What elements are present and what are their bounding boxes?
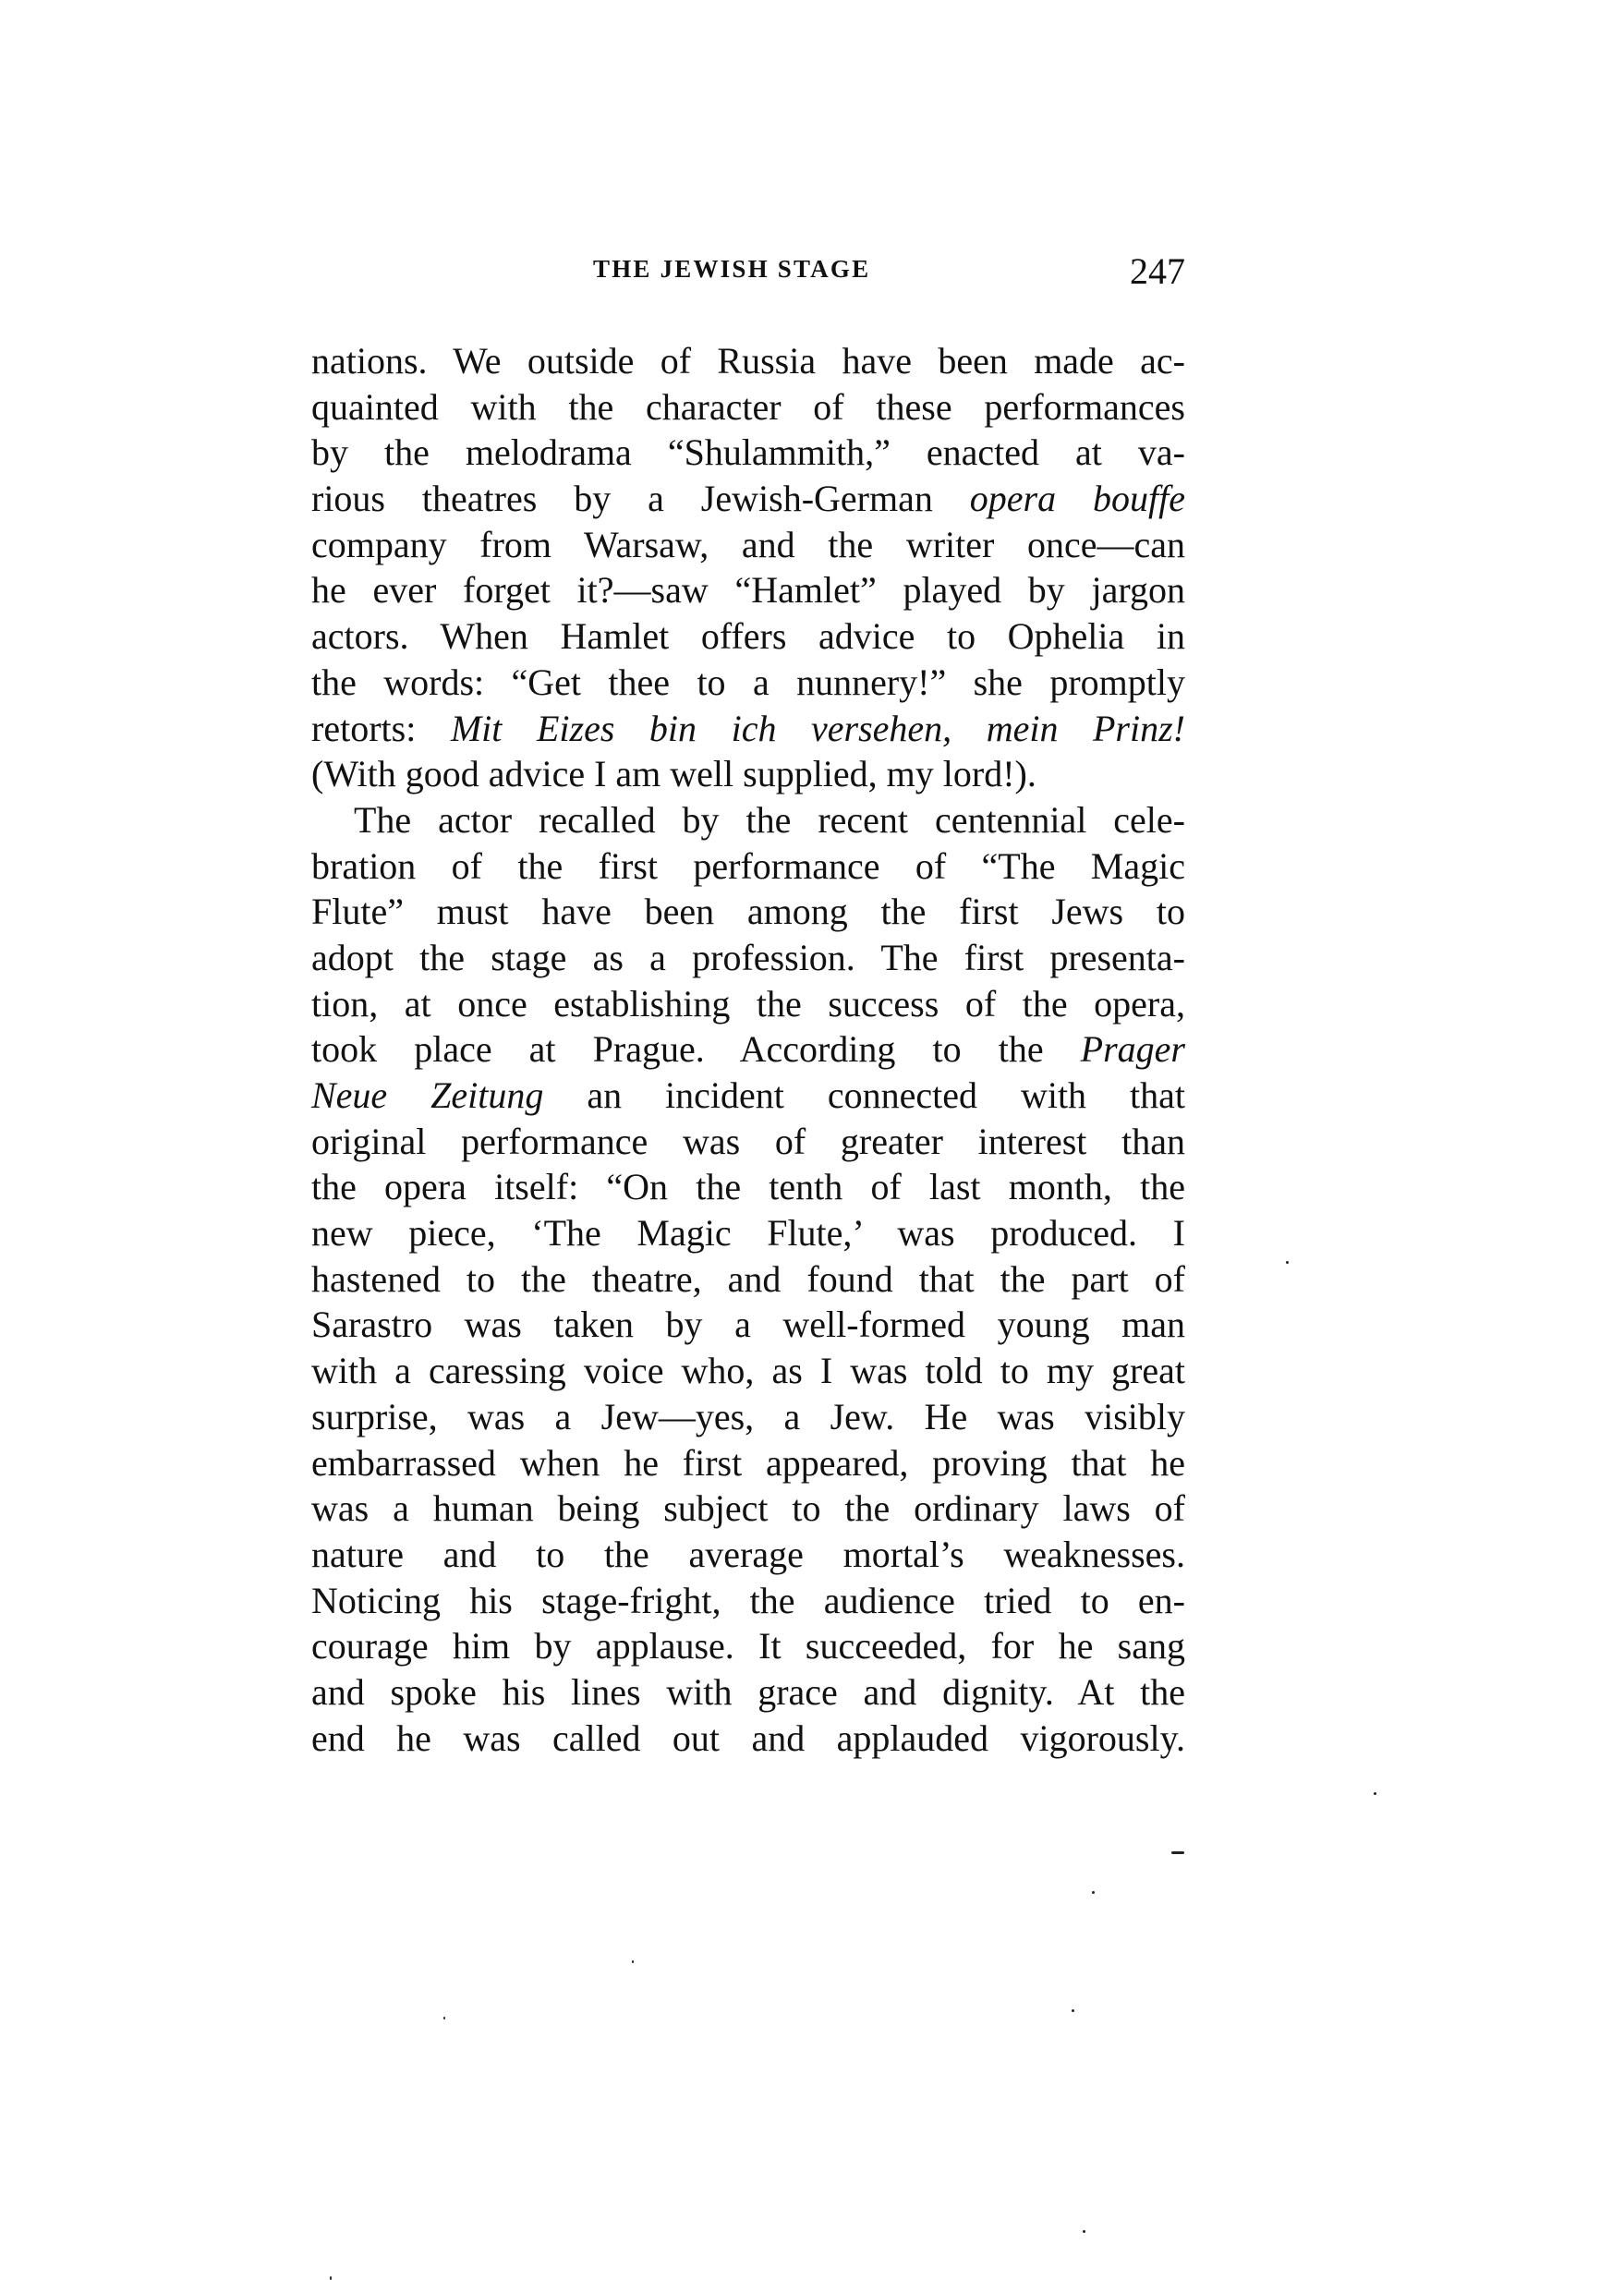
text-run: new piece, ‘The Magic Flute,’ was produced. I <box>311 1212 1185 1255</box>
text-run: tion, at once establishing the success of the opera, <box>311 982 1185 1025</box>
text-line <box>311 1256 1185 1303</box>
text-run: took place at Prague. According to the <box>311 1028 1081 1071</box>
italic-text: mein Prinz! <box>986 707 1186 749</box>
text-line <box>311 522 1185 568</box>
text-run: retorts: <box>311 707 451 749</box>
text-line <box>311 1348 1185 1394</box>
page-number: 247 <box>1130 250 1185 292</box>
text-line <box>311 476 1185 522</box>
scan-speck <box>1171 1851 1184 1854</box>
italic-text: Neue Zeitung <box>311 1074 544 1116</box>
text-line <box>311 613 1185 660</box>
text-line <box>311 338 1185 384</box>
text-line <box>311 981 1185 1027</box>
scan-speck <box>1374 1792 1376 1795</box>
text-run: adopt the stage as a profession. The first presenta- <box>311 936 1185 978</box>
text-run: end he was called out and applauded vigorously. <box>311 1716 1185 1759</box>
text-line <box>311 797 1185 843</box>
text-line <box>311 1623 1185 1669</box>
scan-speck <box>1092 1891 1095 1894</box>
text-run: nations. We outside of Russia have been made ac- <box>311 340 1185 382</box>
text-line <box>311 1716 1185 1762</box>
text-run: the words: “Get thee to a nunnery!” she promptly <box>311 661 1185 703</box>
text-run: original performance was of greater interest than <box>311 1120 1185 1162</box>
scan-speck <box>1072 2009 1074 2012</box>
text-line <box>311 1440 1185 1486</box>
text-line <box>311 660 1185 706</box>
scan-speck <box>443 2017 445 2019</box>
text-run <box>951 708 987 749</box>
text-line <box>311 1026 1185 1073</box>
scan-speck <box>632 1960 634 1963</box>
text-run: was a human being subject to the ordinary laws of <box>311 1487 1185 1530</box>
text-run: quainted with the character of these performances <box>311 385 1185 428</box>
text-run: nature and to the average mortal’s weaknesses. <box>311 1533 1185 1575</box>
text-line <box>311 1164 1185 1210</box>
text-run: Sarastro was taken by a well-formed young man <box>311 1304 1185 1346</box>
text-run: company from Warsaw, and the writer once—can <box>311 523 1185 565</box>
text-line <box>311 889 1185 935</box>
text-line <box>311 430 1185 476</box>
text-line <box>311 1578 1185 1624</box>
text-line <box>311 935 1185 981</box>
text-line <box>311 567 1185 613</box>
text-line <box>311 706 1185 752</box>
text-line <box>311 384 1185 431</box>
text-run: he ever forget it?—saw “Hamlet” played by jargon <box>311 569 1185 612</box>
scan-speck <box>1286 1261 1289 1264</box>
text-run: Flute” must have been among the first Jews to <box>311 891 1185 933</box>
text-run: The actor recalled by the recent centennial cele- <box>354 798 1185 841</box>
text-line <box>311 1073 1185 1119</box>
text-run: an incident connected with that <box>543 1074 1185 1116</box>
running-title: THE JEWISH STAGE <box>593 255 871 283</box>
text-run: rious theatres by a Jewish-German <box>311 478 970 520</box>
text-run: actors. When Hamlet offers advice to Ophelia in <box>311 615 1185 658</box>
text-run: bration of the first performance of “The Magic <box>311 844 1185 887</box>
scan-speck <box>330 2276 332 2280</box>
text-line <box>311 843 1185 890</box>
text-run: and spoke his lines with grace and dignity. At the <box>311 1670 1185 1713</box>
italic-text: Prager <box>1080 1028 1185 1071</box>
text-line <box>311 1394 1185 1440</box>
body-text <box>311 338 1185 1761</box>
italic-text: Mit Eizes bin ich versehen, <box>450 707 952 749</box>
text-line <box>311 1486 1185 1532</box>
scan-speck <box>1083 2230 1085 2233</box>
text-run: surprise, was a Jew—yes, a Jew. He was visibly <box>311 1395 1185 1437</box>
text-run: the opera itself: “On the tenth of last month, the <box>311 1166 1185 1208</box>
text-line <box>311 1302 1185 1348</box>
text-run: (With good advice I am well supplied, my lord!). <box>311 753 1036 795</box>
text-line <box>311 1532 1185 1578</box>
italic-text: opera bouffe <box>969 478 1185 520</box>
text-line <box>311 1669 1185 1716</box>
text-run: Noticing his stage-fright, the audience tried to en- <box>311 1579 1185 1621</box>
text-run: courage him by applause. It succeeded, for he sang <box>311 1625 1185 1668</box>
text-line <box>311 1119 1185 1165</box>
text-run: hastened to the theatre, and found that the part of <box>311 1257 1185 1300</box>
running-head <box>311 249 1185 290</box>
text-line <box>311 1210 1185 1256</box>
text-line <box>311 751 1185 797</box>
text-run: embarrassed when he first appeared, proving that he <box>311 1441 1185 1484</box>
text-run: by the melodrama “Shulammith,” enacted at va- <box>311 431 1185 474</box>
text-run: with a caressing voice who, as I was told to my great <box>311 1350 1185 1392</box>
